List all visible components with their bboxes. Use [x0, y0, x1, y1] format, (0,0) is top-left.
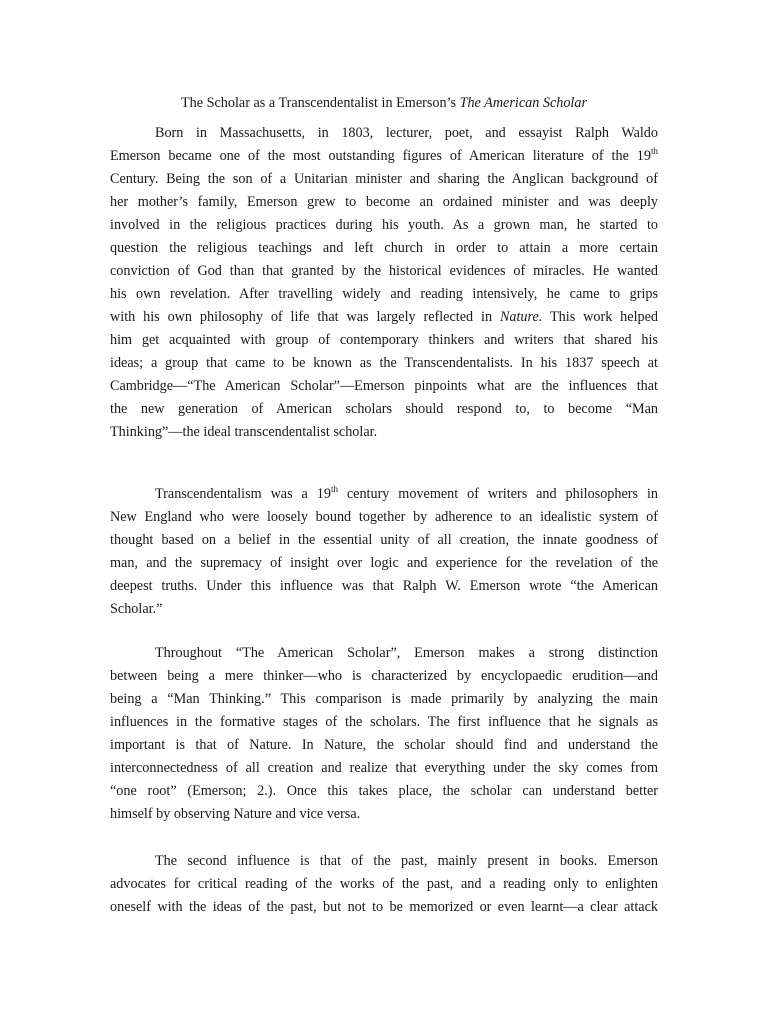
paragraph-1: [110, 122, 658, 444]
text-line: Born in Massachusetts, in 1803, lecturer, poet, and essayist Ralph Waldo: [155, 125, 658, 141]
title-italic-work: The American Scholar: [459, 95, 587, 111]
text-line: New England who were loosely bound together by adherence to an idealistic system of: [110, 509, 658, 525]
superscript: th: [650, 146, 658, 156]
text-line: being a “Man Thinking.” This comparison is made primarily by analyzing the main: [110, 691, 658, 707]
paragraph-4: [110, 850, 658, 919]
text-line: Throughout “The American Scholar”, Emerson makes a strong distinction: [155, 645, 658, 661]
text-line: influences in the formative stages of the scholars. The first influence that he signals as: [110, 714, 658, 730]
document-title: [110, 93, 658, 113]
text-line: Transcendentalism was a 19th century movement of writers and philosophers in: [155, 484, 658, 502]
text-line: with his own philosophy of life that was largely reflected in Nature. This work helped: [110, 309, 658, 325]
document-page: [110, 0, 658, 1024]
text-line: question the religious teachings and left church in order to attain a more certain: [110, 240, 658, 256]
text-line: involved in the religious practices during his youth. As a grown man, he started to: [110, 217, 658, 233]
text-line: Scholar.”: [110, 601, 163, 617]
text-line: the new generation of American scholars should respond to, to become “Man: [110, 401, 658, 417]
text-line: Emerson became one of the most outstanding figures of American literature of the 19th: [110, 146, 658, 164]
text-line: Thinking”—the ideal transcendentalist scholar.: [110, 424, 378, 440]
text-line: The second influence is that of the past, mainly present in books. Emerson: [155, 853, 658, 869]
text-line: important is that of Nature. In Nature, the scholar should find and understand the: [110, 737, 658, 753]
text-line: advocates for critical reading of the works of the past, and a reading only to enlighten: [110, 876, 658, 892]
text-line: “one root” (Emerson; 2.). Once this takes place, the scholar can understand better: [110, 783, 658, 799]
text-line: man, and the supremacy of insight over logic and experience for the revelation of the: [110, 555, 658, 571]
text-line: his own revelation. After travelling widely and reading intensively, he came to grips: [110, 286, 658, 302]
text-line: her mother’s family, Emerson grew to become an ordained minister and was deeply: [110, 194, 658, 210]
italic-nature: Nature.: [499, 309, 543, 325]
text-line: thought based on a belief in the essential unity of all creation, the innate goodness of: [110, 532, 658, 548]
text-line: himself by observing Nature and vice versa.: [110, 806, 361, 822]
text-line: him get acquainted with group of contemporary thinkers and writers that shared his: [110, 332, 658, 348]
text-line: Century. Being the son of a Unitarian minister and sharing the Anglican background of: [110, 171, 658, 187]
text-line: deepest truths. Under this influence was that Ralph W. Emerson wrote “the American: [110, 578, 658, 594]
text-line: between being a mere thinker—who is characterized by encyclopaedic erudition—and: [110, 668, 658, 684]
title-text: The Scholar as a Transcendentalist in Emerson’s: [181, 95, 460, 111]
superscript: th: [330, 484, 338, 494]
text-line: conviction of God than that granted by the historical evidences of miracles. He wanted: [110, 263, 658, 279]
text-line: interconnectedness of all creation and realize that everything under the sky comes from: [110, 760, 658, 776]
text-line: oneself with the ideas of the past, but not to be memorized or even learnt—a clear attack: [110, 899, 658, 915]
paragraph-2: [110, 483, 658, 621]
paragraph-3: [110, 642, 658, 826]
text-line: Cambridge—“The American Scholar”—Emerson pinpoints what are the influences that: [110, 378, 658, 394]
text-line: ideas; a group that came to be known as the Transcendentalists. In his 1837 speech at: [110, 355, 658, 371]
